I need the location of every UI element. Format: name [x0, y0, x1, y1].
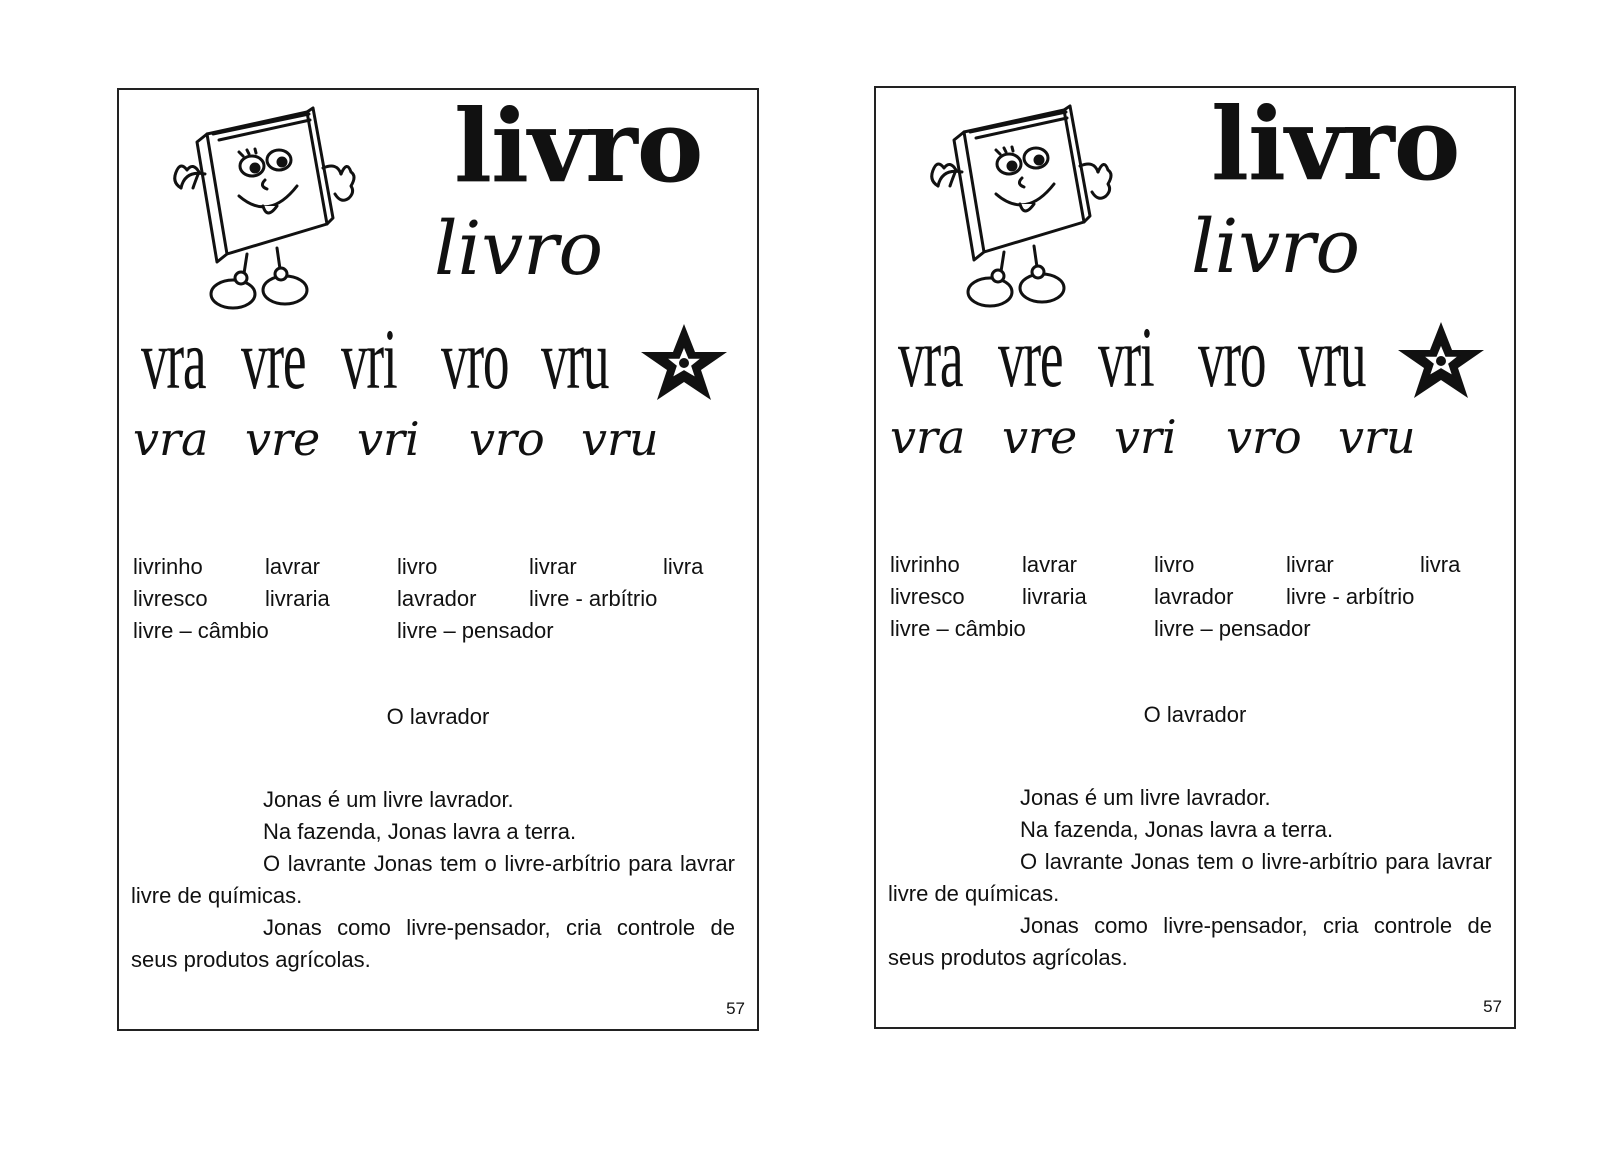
- word: livre - arbítrio: [1286, 584, 1415, 609]
- syllable-row: [141, 311, 641, 407]
- word-list: [890, 552, 1490, 642]
- word: livre - arbítrio: [529, 586, 658, 611]
- syllable: vro: [1198, 309, 1266, 405]
- story-line: Na fazenda, Jonas lavra a terra.: [1020, 817, 1334, 842]
- word: livrar: [529, 554, 577, 579]
- story-line: O lavrante Jonas tem o livre-arbítrio para lavrar livre de químicas.: [888, 849, 1492, 906]
- cursive-syllable: vro: [1226, 410, 1302, 464]
- word: livresco: [890, 584, 965, 609]
- book-mascot-icon: [924, 102, 1114, 312]
- cursive-syllable: vre: [245, 412, 321, 466]
- cursive-syllable-row: [133, 412, 693, 466]
- story-title: O lavrador: [386, 704, 490, 729]
- syllable: vra: [141, 311, 206, 407]
- word: livre – pensador: [1154, 616, 1311, 641]
- cursive-syllable: vre: [1002, 410, 1078, 464]
- syllable: vru: [1298, 309, 1366, 405]
- word: livra: [663, 554, 704, 579]
- star-icon: [1396, 320, 1486, 400]
- word: livre – pensador: [397, 618, 554, 643]
- worksheet-page: [117, 88, 759, 1031]
- syllable: vru: [541, 311, 609, 407]
- syllable-row: [898, 309, 1398, 405]
- word: lavrar: [1022, 552, 1078, 577]
- page-number: 57: [726, 999, 745, 1018]
- story-line: Jonas como livre-pensador, cria controle de seus produtos agrícolas.: [131, 915, 735, 972]
- word: lavrador: [1154, 584, 1234, 609]
- word: livre – câmbio: [133, 618, 269, 643]
- page-title: livro: [454, 87, 703, 205]
- syllable: vre: [998, 309, 1063, 405]
- word: livraria: [1022, 584, 1087, 609]
- word-list: [133, 554, 733, 644]
- word: livrar: [1286, 552, 1334, 577]
- syllable: vra: [898, 309, 963, 405]
- story-line: Na fazenda, Jonas lavra a terra.: [263, 819, 577, 844]
- star-icon: [639, 322, 729, 402]
- syllable: vre: [241, 311, 306, 407]
- word: livro: [397, 554, 438, 579]
- story-text: [131, 784, 735, 976]
- cursive-syllable: vri: [1114, 410, 1177, 464]
- page-number: 57: [1483, 997, 1502, 1016]
- page-title: livro: [1211, 85, 1460, 203]
- word: livra: [1420, 552, 1461, 577]
- syllable: vri: [1098, 309, 1154, 405]
- cursive-title: livro: [434, 206, 604, 292]
- word: livraria: [265, 586, 330, 611]
- word: livrinho: [890, 552, 960, 577]
- word: lavrar: [265, 554, 321, 579]
- syllable: vri: [341, 311, 397, 407]
- story-text: [888, 782, 1492, 974]
- worksheet-page: [874, 86, 1516, 1029]
- word: lavrador: [397, 586, 477, 611]
- syllable: vro: [441, 311, 509, 407]
- cursive-title: livro: [1191, 204, 1361, 290]
- story-line: Jonas é um livre lavrador.: [1020, 785, 1271, 810]
- word: livro: [1154, 552, 1195, 577]
- word: livrinho: [133, 554, 203, 579]
- word: livresco: [133, 586, 208, 611]
- story-title: O lavrador: [1143, 702, 1247, 727]
- story-line: O lavrante Jonas tem o livre-arbítrio para lavrar livre de químicas.: [131, 851, 735, 908]
- cursive-syllable: vra: [133, 412, 209, 466]
- cursive-syllable: vru: [581, 412, 659, 466]
- word: livre – câmbio: [890, 616, 1026, 641]
- story-line: Jonas como livre-pensador, cria controle de seus produtos agrícolas.: [888, 913, 1492, 970]
- cursive-syllable: vro: [469, 412, 545, 466]
- cursive-syllable-row: [890, 410, 1450, 464]
- cursive-syllable: vri: [357, 412, 420, 466]
- cursive-syllable: vra: [890, 410, 966, 464]
- cursive-syllable: vru: [1338, 410, 1416, 464]
- story-line: Jonas é um livre lavrador.: [263, 787, 514, 812]
- book-mascot-icon: [167, 104, 357, 314]
